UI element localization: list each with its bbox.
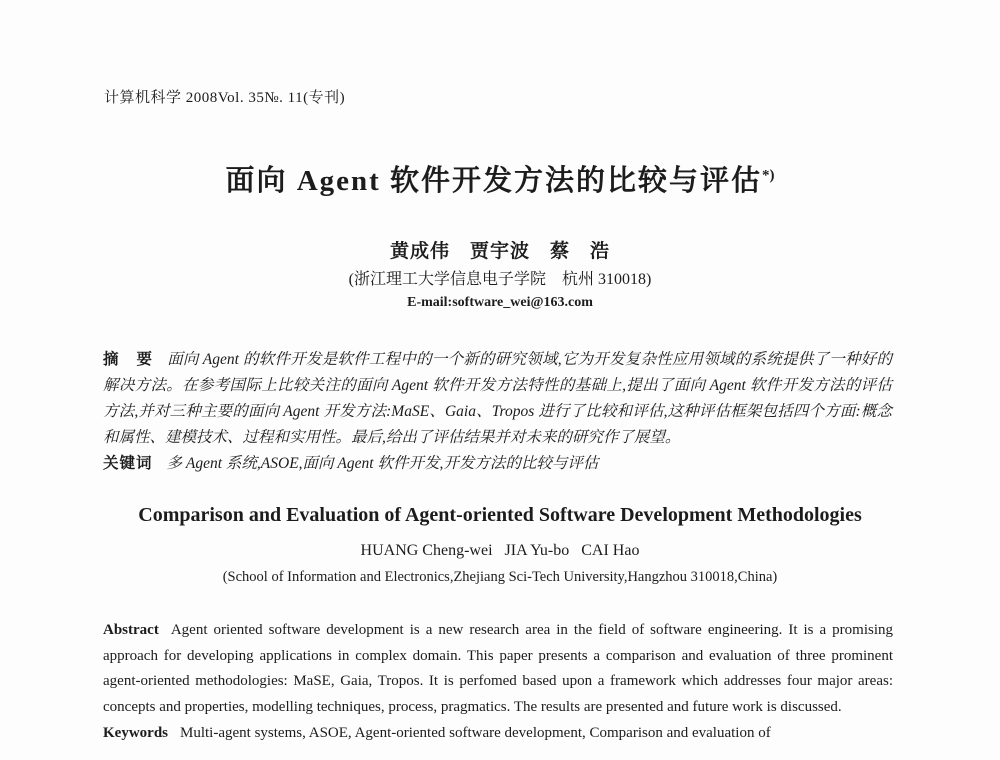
- abstract-cn-text: 面向 Agent 的软件开发是软件工程中的一个新的研究领域,它为开发复杂性应用领域的系统提供了一种好的解决方法。在参考国际上比较关注的面向 Agent 软件开发方法特性的基础上,提出了面向 Agent 软件开发方法的评估方法,并对三种主要的面向 Agent 开发方法:MaSE、Gaia、Tropos 进行了比较和评估,这种评估框架包括四个方面:概念和属性、建模技术、过程和实用性。最后,给出了评估结果并对未来的研究作了展望。: [103, 351, 892, 446]
- keywords-cn-paragraph: [103, 451, 892, 477]
- abstract-cn-block: [103, 347, 892, 477]
- authors-en: HUANG Cheng-wei JIA Yu-bo CAI Hao: [360, 542, 640, 559]
- paper-title-cn: [0, 158, 1000, 199]
- affiliation-en: (School of Information and Electronics,Zhejiang Sci-Tech University,Hangzhou 310018,China): [222, 569, 778, 585]
- journal-header: 计算机科学 2008Vol. 35№. 11(专刊): [104, 90, 346, 106]
- authors-cn: 黄成伟 贾宇波 蔡 浩: [389, 241, 610, 262]
- abstract-en-paragraph: [103, 618, 893, 720]
- abstract-en-label: Abstract: [103, 622, 159, 638]
- abstract-en-block: [103, 618, 893, 747]
- abstract-cn-label: 摘 要: [103, 351, 154, 368]
- abstract-en-text: Agent oriented software development is a new research area in the field of software engineering. It is a promising approach for developing applications in complex domain. This paper presents a comparison and evaluation of three prominent agent-oriented methodologies: MaSE, Gaia, Tropos. It is perfomed based upon a framework which addresses four major areas: concepts and properties, modelling techniques, process, pragmatics. The results are presented and future work is discussed.: [103, 622, 893, 715]
- email-line: E-mail:software_wei@163.com: [407, 295, 593, 310]
- keywords-en-text: Multi-agent systems, ASOE, Agent-oriented software development, Comparison and evaluation of: [180, 725, 771, 741]
- abstract-cn-paragraph: [103, 347, 892, 451]
- affiliation-cn: (浙江理工大学信息电子学院 杭州 310018): [348, 271, 652, 288]
- keywords-cn-label: 关键词: [103, 455, 153, 472]
- keywords-cn-text: 多 Agent 系统,ASOE,面向 Agent 软件开发,开发方法的比较与评估: [166, 455, 599, 472]
- title-footnote-marker: *): [762, 167, 775, 184]
- keywords-en-label: Keywords: [103, 725, 168, 741]
- paper-title-cn-text: 面向 Agent 软件开发方法的比较与评估: [225, 165, 763, 197]
- paper-title-en: Comparison and Evaluation of Agent-oriented Software Development Methodologies: [138, 504, 862, 526]
- keywords-en-paragraph: [103, 721, 893, 747]
